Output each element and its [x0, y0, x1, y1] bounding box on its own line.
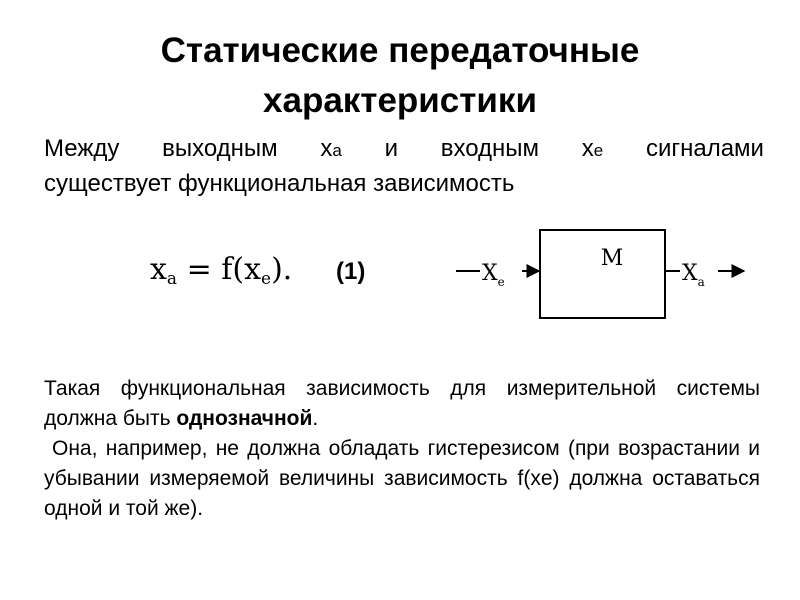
formula-subscript: a — [166, 269, 178, 289]
paragraph-2: Она, например, не должна обладать гистерезисом (при возрастании и убывании измеряемой величины зависимость f(xe) должна оставаться одной и той же). — [44, 437, 760, 520]
equation-number: (1) — [336, 258, 366, 285]
symbol-subscript: a — [332, 141, 342, 160]
formula — [150, 250, 292, 299]
block-diagram-svg — [450, 222, 770, 327]
formula-part: x — [150, 252, 167, 287]
block-m — [540, 230, 665, 318]
intro-word: и — [384, 135, 398, 162]
title-line-1: Статические передаточные — [160, 31, 640, 70]
paragraph-1 — [44, 374, 760, 434]
title-line-2: характеристики — [263, 81, 537, 120]
intro-word: Между — [44, 135, 120, 162]
intro-text — [44, 132, 764, 200]
emphasis-word: однозначной — [176, 407, 313, 430]
page-title — [0, 26, 800, 126]
block-label: M — [600, 246, 624, 271]
symbol-subscript: e — [593, 141, 604, 160]
formula-subscript: e — [261, 269, 272, 289]
symbol-base: x — [581, 135, 594, 162]
body-text — [44, 374, 760, 524]
output-signal-symbol — [320, 132, 341, 167]
output-signal-label: $X_a$ — [682, 261, 705, 289]
intro-line-2: существует функциональная зависимость — [44, 170, 515, 197]
intro-word: сигналами — [645, 135, 764, 162]
input-signal-symbol — [582, 132, 603, 167]
paragraph-text: Такая функциональная зависимость для измерительной системы должна быть — [44, 377, 760, 430]
formula-part: = f(x — [177, 252, 261, 287]
intro-line-1 — [44, 132, 764, 167]
intro-word: выходным — [162, 135, 278, 162]
paragraph-text: . — [312, 407, 319, 430]
input-signal-label: $X_e$ — [482, 261, 505, 289]
formula-part: ). — [271, 252, 293, 287]
block-diagram — [450, 222, 770, 327]
symbol-base: x — [320, 135, 333, 162]
intro-word: входным — [440, 135, 540, 162]
